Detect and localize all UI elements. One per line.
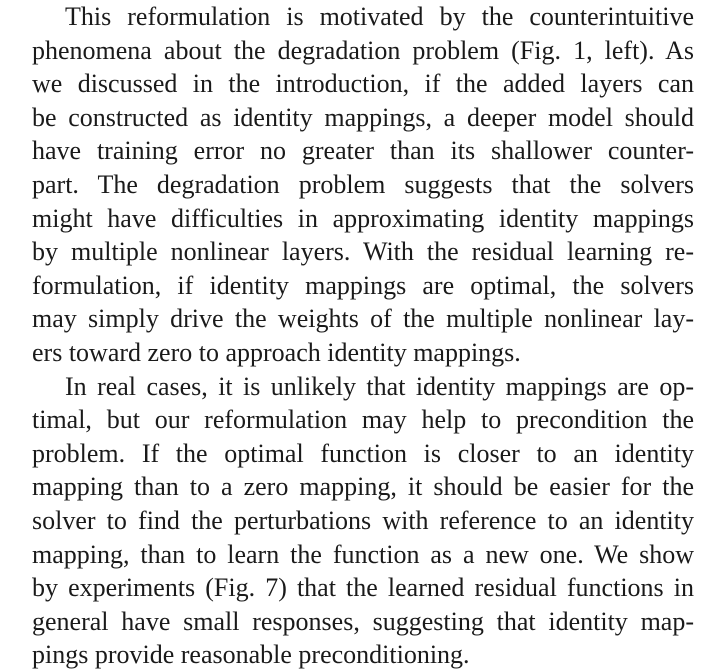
paragraph-1-line-5: have training error no greater than its shallower counter- bbox=[32, 136, 694, 166]
paragraph-1-line-8: by multiple nonlinear layers. With the residual learning re- bbox=[32, 237, 694, 267]
paragraph-2-line-6: mapping, than to learn the function as a new one. We show bbox=[32, 539, 694, 569]
paragraph-2-line-7: by experiments (Fig. 7) that the learned residual functions in bbox=[32, 573, 694, 603]
paragraph-1-line-2: phenomena about the degradation problem (Fig. 1, left). As bbox=[32, 35, 694, 65]
paragraph-1-line-6: part. The degradation problem suggests that the solvers bbox=[32, 169, 694, 199]
paragraph-1-line-11: ers toward zero to approach identity mappings. bbox=[32, 337, 521, 367]
paragraph-2-line-8: general have small responses, suggesting that identity map- bbox=[32, 606, 694, 636]
paragraph-1-line-9: formulation, if identity mappings are optimal, the solvers bbox=[32, 270, 694, 300]
paragraph-1-line-1: This reformulation is motivated by the counterintuitive bbox=[65, 2, 694, 31]
paragraph-1-line-10: may simply drive the weights of the multiple nonlinear lay- bbox=[32, 304, 694, 334]
body-text bbox=[32, 0, 694, 672]
paragraph-2-line-9: pings provide reasonable preconditioning. bbox=[32, 640, 470, 670]
paragraph-1-line-7: might have difficulties in approximating identity mappings bbox=[32, 203, 694, 233]
paragraph-1-line-3: we discussed in the introduction, if the added layers can bbox=[32, 69, 694, 99]
paragraph-2-line-4: mapping than to a zero mapping, it should be easier for the bbox=[32, 472, 694, 502]
paragraph-2-line-3: problem. If the optimal function is closer to an identity bbox=[32, 438, 694, 468]
paragraph-2-line-1: In real cases, it is unlikely that identity mappings are op- bbox=[65, 371, 694, 401]
paragraph-2-line-2: timal, but our reformulation may help to precondition the bbox=[32, 405, 694, 435]
paragraph-2-line-5: solver to find the perturbations with reference to an identity bbox=[32, 505, 694, 535]
paragraph-1-line-4: be constructed as identity mappings, a deeper model should bbox=[32, 102, 694, 132]
